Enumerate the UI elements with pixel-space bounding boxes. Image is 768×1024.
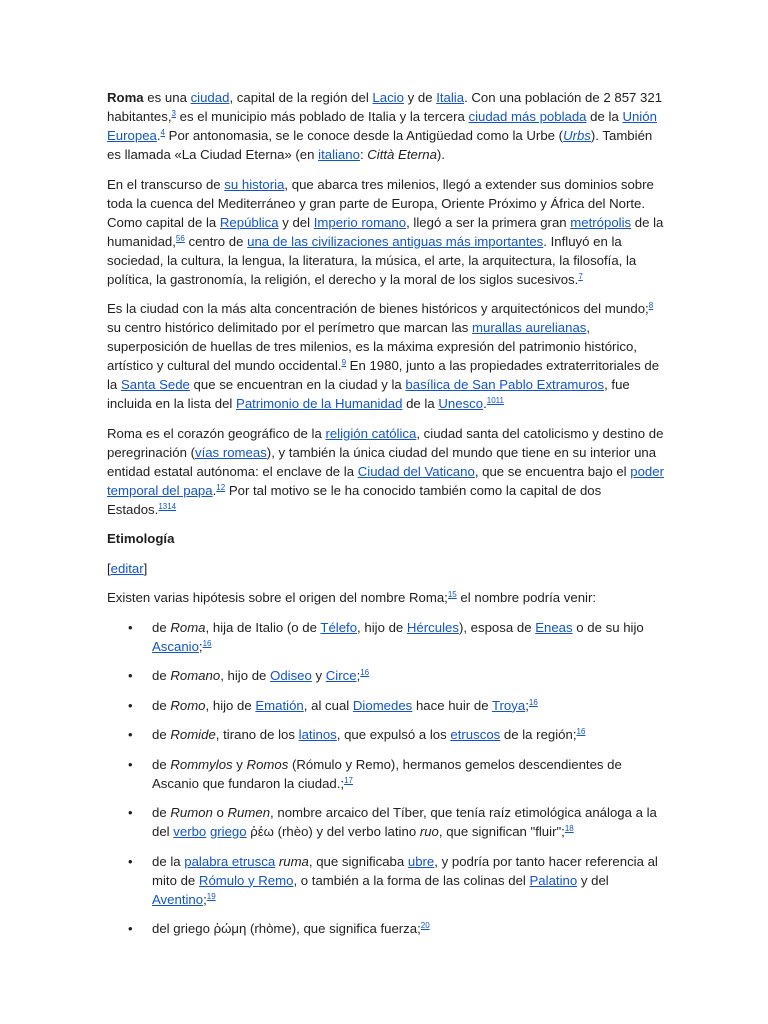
bullet-icon: • bbox=[128, 668, 133, 683]
bullet-icon: • bbox=[128, 805, 133, 820]
citation-ref[interactable]: 16 bbox=[528, 697, 538, 707]
link-diomedes[interactable]: Diomedes bbox=[352, 697, 413, 713]
citation-ref[interactable]: 16 bbox=[202, 638, 212, 648]
link-lacio[interactable]: Lacio bbox=[372, 90, 404, 105]
citation-ref[interactable]: 9 bbox=[341, 358, 347, 367]
link-hercules[interactable]: Hércules bbox=[406, 619, 459, 635]
edit-section: [editar] bbox=[107, 560, 148, 576]
link-troya[interactable]: Troya bbox=[491, 697, 526, 713]
link-metropolis[interactable]: metrópolis bbox=[570, 214, 632, 230]
citation-ref[interactable]: 20 bbox=[420, 921, 430, 930]
link-emation[interactable]: Ematión bbox=[255, 697, 304, 713]
list-item: • de Romide, tirano de los latinos, que expulsó a los etruscos de la región;$^{16}$ bbox=[128, 727, 586, 742]
link-griego[interactable]: griego bbox=[209, 824, 247, 839]
section-heading: Etimología bbox=[107, 531, 175, 546]
intro-paragraph: Roma es una ciudad, capital de la región del Lacio y de Italia. Con una población de 2 857 321 habitantes,$^3$ es el municipio más poblado de Italia y la tercera ciudad más poblada de la Unión Europea.$^4$ Por antonomasia, se le conoce desde la Antigüedad como la Urbe (Urbs). También es llamada «La Ciudad Eterna» (en italiano: Città Eterna). bbox=[107, 90, 663, 162]
link-italiano[interactable]: italiano bbox=[318, 147, 360, 162]
link-patrimonio-humanidad[interactable]: Patrimonio de la Humanidad bbox=[236, 396, 403, 411]
link-santa-sede[interactable]: Santa Sede bbox=[120, 377, 190, 392]
link-verbo[interactable]: verbo bbox=[173, 824, 207, 839]
citation-ref[interactable]: 4 bbox=[160, 128, 165, 137]
link-su-historia[interactable]: su historia bbox=[224, 176, 285, 192]
link-circe[interactable]: Circe bbox=[325, 668, 357, 683]
link-etruscos[interactable]: etruscos bbox=[450, 727, 501, 742]
citation-ref[interactable]: 12 bbox=[216, 482, 226, 492]
citation-ref[interactable]: 1314 bbox=[158, 501, 177, 511]
citation-ref[interactable]: 1011 bbox=[486, 396, 504, 405]
citation-ref[interactable]: 8 bbox=[648, 301, 654, 310]
citation-ref[interactable]: 7 bbox=[578, 271, 583, 281]
article-subject: Roma bbox=[107, 90, 144, 105]
link-eneas[interactable]: Eneas bbox=[535, 619, 573, 635]
list-item: • de Rommylos y Romos (Rómulo y Remo), hermanos gemelos descendientes de Ascanio que fundaron la ciudad.;$^{17}$ bbox=[128, 756, 622, 791]
link-imperio-romano[interactable]: Imperio romano bbox=[313, 214, 407, 230]
etymology-intro: Existen varias hipótesis sobre el origen del nombre Roma;$^{15}$ el nombre podría venir: bbox=[107, 590, 597, 605]
link-italia[interactable]: Italia bbox=[436, 90, 465, 105]
link-religion-catolica[interactable]: religión católica bbox=[325, 425, 417, 441]
link-ciudad[interactable]: ciudad bbox=[190, 90, 230, 105]
list-item: • de Romo, hijo de Ematión, al cual Diomedes hace huir de Troya;$^{16}$ bbox=[128, 697, 538, 713]
citation-ref[interactable]: 18 bbox=[564, 824, 574, 833]
citation-ref[interactable]: 19 bbox=[206, 891, 216, 901]
citation-ref[interactable]: 16 bbox=[360, 668, 370, 677]
link-palatino[interactable]: Palatino bbox=[529, 872, 578, 888]
bullet-icon: • bbox=[128, 921, 133, 936]
link-ciudad-mas-poblada[interactable]: ciudad más poblada bbox=[468, 109, 587, 124]
bullet-icon: • bbox=[128, 697, 133, 713]
link-urbs[interactable]: Urbs bbox=[563, 128, 591, 143]
bullet-icon: • bbox=[128, 853, 133, 869]
list-item: • de Romano, hijo de Odiseo y Circe;$^{16}$ bbox=[128, 668, 370, 683]
link-romulo-y-remo[interactable]: Rómulo y Remo bbox=[198, 872, 294, 888]
link-telefo[interactable]: Télefo bbox=[320, 619, 358, 635]
link-latinos[interactable]: latinos bbox=[298, 727, 337, 742]
history-paragraph: En el transcurso de su historia, que abarca tres milenios, llegó a extender sus dominios sobre toda la cuenca del Mediterráneo y gran parte de Europa, Oriente Próximo y África del Norte. Como capital de la República y del Imperio romano, llegó a ser la primera gran metrópolis de la humanidad,$^{56}$ centro de una de las civilizaciones antiguas más importantes. Influyó en la sociedad, la cultura, la lengua, la literatura, la música, el arte, la arquitectura, la filosofía, la política, la gastronomía, la religión, el derecho y la moral de los siglos sucesivos.$^7$ bbox=[107, 176, 664, 287]
list-item: • de Rumon o Rumen, nombre arcaico del Tíber, que tenía raíz etimológica análoga a la del verbo griego ῥέω (rhèo) y del verbo latino ruo, que significan "fluir";$^{18}$ bbox=[128, 805, 657, 839]
link-basilica-san-pablo[interactable]: basílica de San Pablo Extramuros bbox=[405, 377, 605, 392]
link-murallas-aurelianas[interactable]: murallas aurelianas bbox=[472, 320, 587, 335]
citation-ref[interactable]: 16 bbox=[576, 727, 586, 736]
link-unesco[interactable]: Unesco bbox=[438, 396, 484, 411]
etymology-list bbox=[107, 618, 668, 939]
link-aventino[interactable]: Aventino bbox=[152, 891, 204, 907]
link-ascanio[interactable]: Ascanio bbox=[152, 638, 199, 654]
link-poder-temporal[interactable]: poder temporal del papa bbox=[107, 463, 664, 498]
link-palabra-etrusca[interactable]: palabra etrusca bbox=[184, 853, 276, 869]
citation-ref[interactable]: 3 bbox=[171, 109, 176, 118]
bullet-icon: • bbox=[128, 727, 133, 742]
citation-ref[interactable]: 17 bbox=[344, 775, 353, 785]
bullet-icon: • bbox=[128, 619, 133, 635]
link-ciudad-del-vaticano[interactable]: Ciudad del Vaticano bbox=[357, 463, 475, 479]
heritage-paragraph: Es la ciudad con la más alta concentración de bienes históricos y arquitectónicos del mundo;$^8$ su centro histórico delimitado por el perímetro que marcan las murallas aurelianas, superposición de huellas de tres milenios, es la máxima expresión del patrimonio histórico, artístico y cultural del mundo occidental.$^9$ En 1980, junto a las propiedades extraterritoriales de la Santa Sede que se encuentran en la ciudad y la basílica de San Pablo Extramuros, fue incluida en la lista del Patrimonio de la Humanidad de la Unesco.$^{1011}$ bbox=[107, 301, 660, 411]
link-union-europea[interactable]: Unión Europea bbox=[107, 109, 657, 143]
citation-ref[interactable]: 56 bbox=[175, 233, 185, 243]
link-vias-romeas[interactable]: vías romeas bbox=[194, 444, 267, 460]
list-item: • del griego ῥώμη (rhòme), que significa fuerza;$^{20}$ bbox=[128, 921, 430, 936]
list-item: • de la palabra etrusca ruma, que significaba ubre, y podría por tanto hacer referencia al mito de Rómulo y Remo, o también a la forma de las colinas del Palatino y del Aventino;$^{19}$ bbox=[128, 853, 658, 907]
edit-link[interactable]: editar bbox=[110, 560, 144, 576]
link-republica[interactable]: República bbox=[219, 214, 279, 230]
bullet-icon: • bbox=[128, 756, 133, 772]
religion-paragraph: Roma es el corazón geográfico de la religión católica, ciudad santa del catolicismo y destino de peregrinación (vías romeas), y también la única ciudad del mundo que tiene en su interior una entidad estatal autónoma: el enclave de la Ciudad del Vaticano, que se encuentra bajo el poder temporal del papa.$^{12}$ Por tal motivo se le ha conocido también como la capital de dos Estados.$^{1314}$ bbox=[107, 425, 664, 517]
list-item: • de Roma, hija de Italio (o de Télefo, hijo de Hércules), esposa de Eneas o de su hijo Ascanio;$^{16}$ bbox=[128, 619, 644, 654]
link-odiseo[interactable]: Odiseo bbox=[270, 668, 312, 683]
link-ubre[interactable]: ubre bbox=[407, 853, 435, 869]
citation-ref[interactable]: 15 bbox=[447, 590, 457, 599]
link-civilizaciones-antiguas[interactable]: una de las civilizaciones antiguas más importantes bbox=[247, 233, 544, 249]
